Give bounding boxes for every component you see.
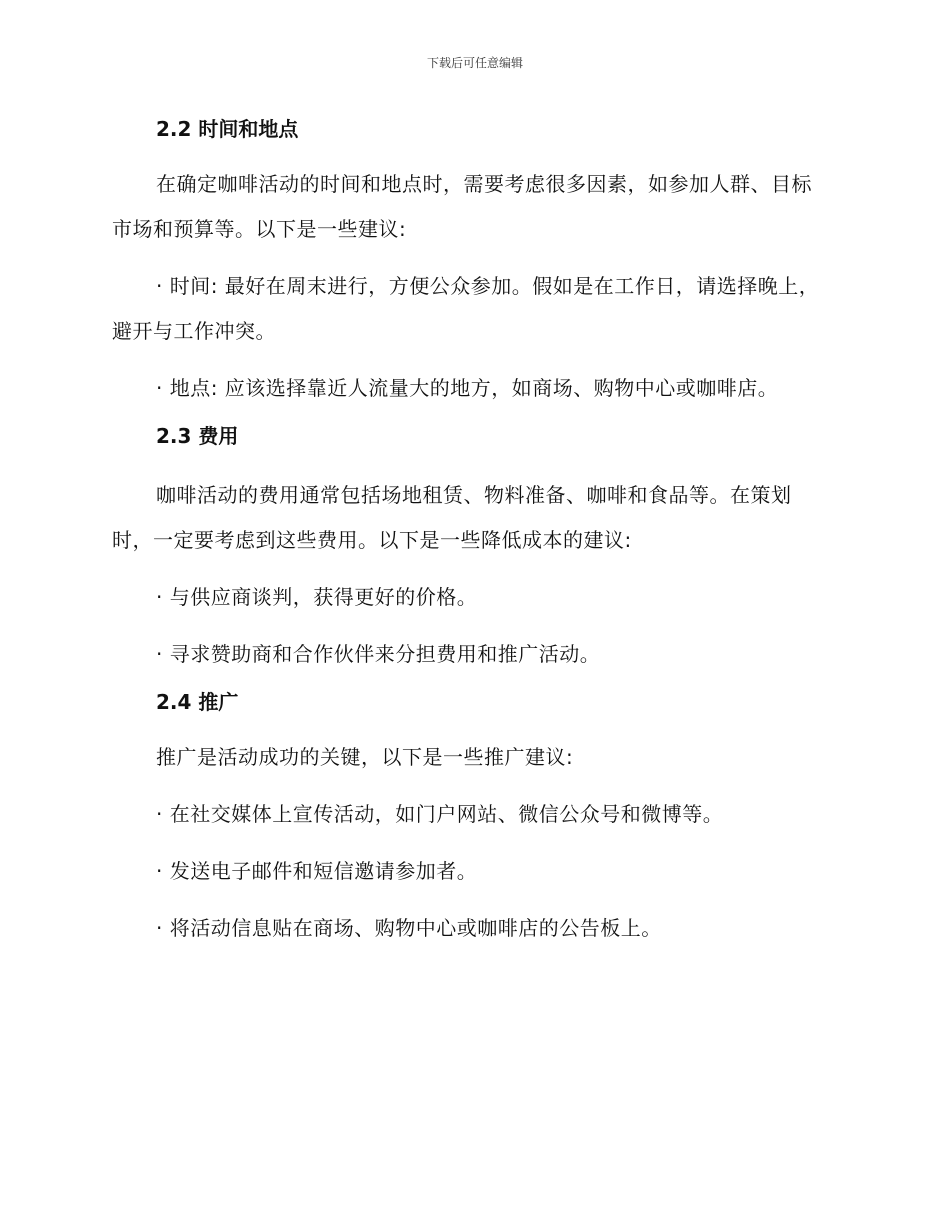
section-paragraph-cost: 咖啡活动的费用通常包括场地租赁、物料准备、咖啡和食品等。在策划时，一定要考虑到这些费用。以下是一些降低成本的建议:: [112, 483, 792, 552]
bullet-item-bulletin-board: · 将活动信息贴在商场、购物中心或咖啡店的公告板上。: [156, 916, 662, 940]
bullet-item-social-media: · 在社交媒体上宣传活动，如门户网站、微信公众号和微博等。: [156, 802, 724, 826]
page-header: 下载后可任意编辑: [426, 56, 523, 70]
bullet-item-email-sms: · 发送电子邮件和短信邀请参加者。: [156, 859, 478, 883]
section-paragraph-promotion: 推广是活动成功的关键，以下是一些推广建议:: [156, 745, 574, 769]
bullet-item-time: · 时间: 最好在周末进行，方便公众参加。假如是在工作日，请选择晚上，避开与工作冲突。: [112, 274, 820, 343]
bullet-item-sponsors: · 寻求赞助商和合作伙伴来分担费用和推广活动。: [156, 642, 601, 666]
bullet-item-location: · 地点: 应该选择靠近人流量大的地方，如商场、购物中心或咖啡店。: [156, 376, 779, 400]
document-body: [112, 112, 832, 951]
section-heading-promotion: 2.4 推广: [156, 690, 239, 714]
section-heading-time-location: 2.2 时间和地点: [156, 117, 299, 141]
section-heading-cost: 2.3 费用: [156, 424, 239, 448]
bullet-item-negotiate: · 与供应商谈判，获得更好的价格。: [156, 585, 478, 609]
section-paragraph-time-location: 在确定咖啡活动的时间和地点时，需要考虑很多因素，如参加人群、目标市场和预算等。以下是一些建议:: [112, 172, 812, 241]
